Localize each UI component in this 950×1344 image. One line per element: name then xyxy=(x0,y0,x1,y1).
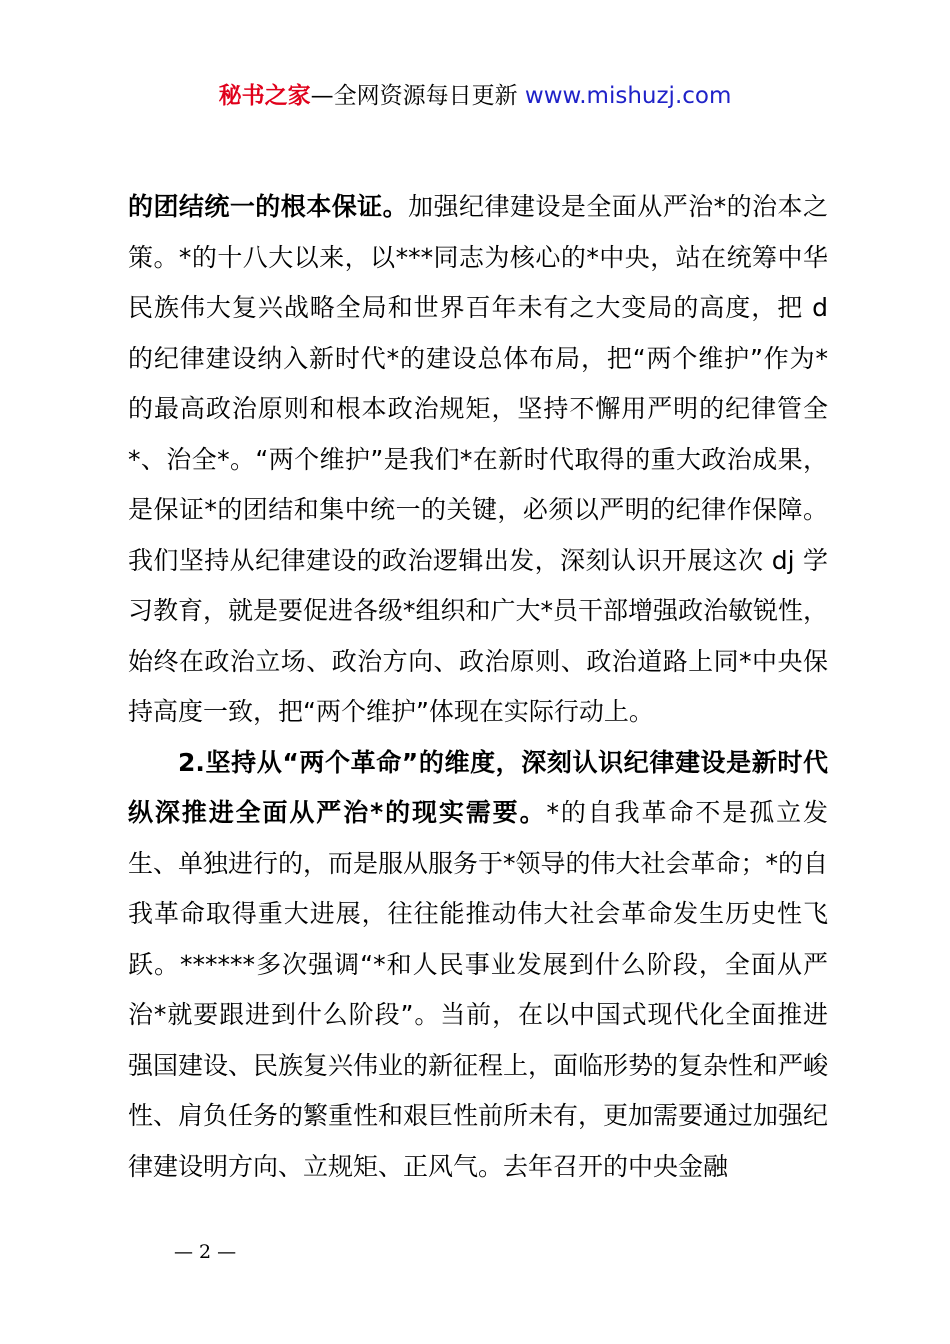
document-body xyxy=(128,182,828,1192)
site-url-link[interactable]: www.mishuzj.com xyxy=(524,83,732,109)
paragraph-1 xyxy=(128,182,828,738)
paragraph-2 xyxy=(128,738,828,1193)
site-brand: 秘书之家 xyxy=(218,83,311,109)
paragraph-2-text: *的自我革命不是孤立发生、单独进行的，而是服从服务于*领导的伟大社会革命；*的自我革命取得重大进展，往往能推动伟大社会革命发生历史性飞跃。******多次强调“*和人民事业发展到什么阶段，全面从严治*就要跟进到什么阶段”。当前，在以中国式现代化全面推进强国建设、民族复兴伟业的新征程上，面临形势的复杂性和严峻性、肩负任务的繁重性和艰巨性前所未有，更加需要通过加强纪律建设明方向、立规矩、正风气。去年召开的中央金融 xyxy=(128,798,829,1181)
page-number: — 2 — xyxy=(174,1241,237,1263)
site-tagline: —全网资源每日更新 xyxy=(310,83,518,109)
paragraph-1-bold-lead: 的团结统一的根本保证。 xyxy=(128,192,409,221)
site-header xyxy=(0,80,950,112)
paragraph-1-text: 加强纪律建设是全面从严治*的治本之策。*的十八大以来，以***同志为核心的*中央，站在统筹中华民族伟大复兴战略全局和世界百年未有之大变局的高度，把 d 的纪律建设纳入新时代*的建设总体布局，把“两个维护”作为*的最高政治原则和根本政治规矩，坚持不懈用严明的纪律管全*、治全*。“两个维护”是我们*在新时代取得的重大政治成果，是保证*的团结和集中统一的关键，必须以严明的纪律作保障。我们坚持从纪律建设的政治逻辑出发，深刻认识开展这次 dj 学习教育，就是要促进各级*组织和广大*员干部增强政治敏锐性，始终在政治立场、政治方向、政治原则、政治道路上同*中央保持高度一致，把“两个维护”体现在实际行动上。 xyxy=(128,192,829,726)
paragraph-2-heading: 2.坚持从“两个革命”的维度，深刻认识纪律建设是新时代纵深推进全面从严治*的现实需要。 xyxy=(128,747,828,827)
